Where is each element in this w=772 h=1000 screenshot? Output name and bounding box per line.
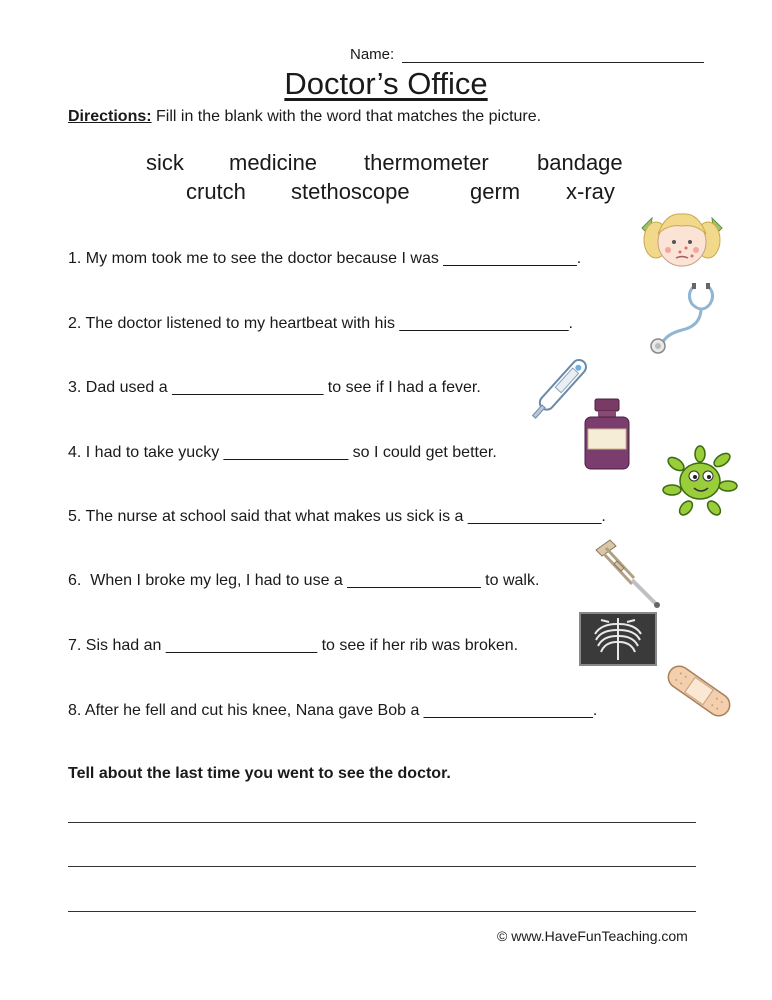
name-label: Name: bbox=[350, 46, 395, 63]
question-1: 1. My mom took me to see the doctor because I was _______________. bbox=[68, 250, 582, 267]
germ-icon bbox=[662, 444, 738, 518]
writing-prompt: Tell about the last time you went to see the doctor. bbox=[68, 765, 451, 782]
name-input-line[interactable] bbox=[402, 62, 704, 63]
bandage-icon bbox=[662, 660, 736, 722]
word-bank-item: medicine bbox=[229, 150, 318, 175]
word-bank-item: x-ray bbox=[566, 179, 615, 204]
directions bbox=[68, 108, 541, 126]
question-6: 6. When I broke my leg, I had to use a _______________ to walk. bbox=[68, 572, 540, 589]
question-2: 2. The doctor listened to my heartbeat with his ___________________. bbox=[68, 315, 573, 332]
word-bank-item: thermometer bbox=[364, 150, 489, 175]
directions-text: Fill in the blank with the word that matches the picture. bbox=[151, 108, 542, 125]
question-7: 7. Sis had an _________________ to see if her rib was broken. bbox=[68, 637, 519, 654]
question-5: 5. The nurse at school said that what makes us sick is a _______________. bbox=[68, 508, 606, 525]
xray-icon bbox=[579, 612, 657, 666]
writing-line-3[interactable] bbox=[68, 911, 696, 912]
stethoscope-icon bbox=[646, 280, 720, 356]
copyright-footer: © www.HaveFunTeaching.com bbox=[497, 928, 688, 944]
word-bank-item: stethoscope bbox=[291, 179, 410, 204]
writing-line-2[interactable] bbox=[68, 866, 696, 867]
question-8: 8. After he fell and cut his knee, Nana gave Bob a ___________________. bbox=[68, 702, 598, 719]
word-bank-item: germ bbox=[470, 179, 521, 204]
medicine-bottle-icon bbox=[582, 397, 632, 471]
word-bank-item: crutch bbox=[186, 179, 246, 204]
question-4: 4. I had to take yucky ______________ so I could get better. bbox=[68, 444, 497, 461]
word-bank-item: sick bbox=[146, 150, 184, 175]
writing-line-1[interactable] bbox=[68, 822, 696, 823]
directions-label: Directions: bbox=[68, 108, 152, 125]
sick-girl-icon bbox=[636, 206, 728, 270]
crutch-icon bbox=[590, 538, 664, 610]
question-3: 3. Dad used a _________________ to see if I had a fever. bbox=[68, 379, 481, 396]
word-bank-item: bandage bbox=[537, 150, 623, 175]
worksheet-title: Doctor’s Office bbox=[284, 66, 488, 101]
